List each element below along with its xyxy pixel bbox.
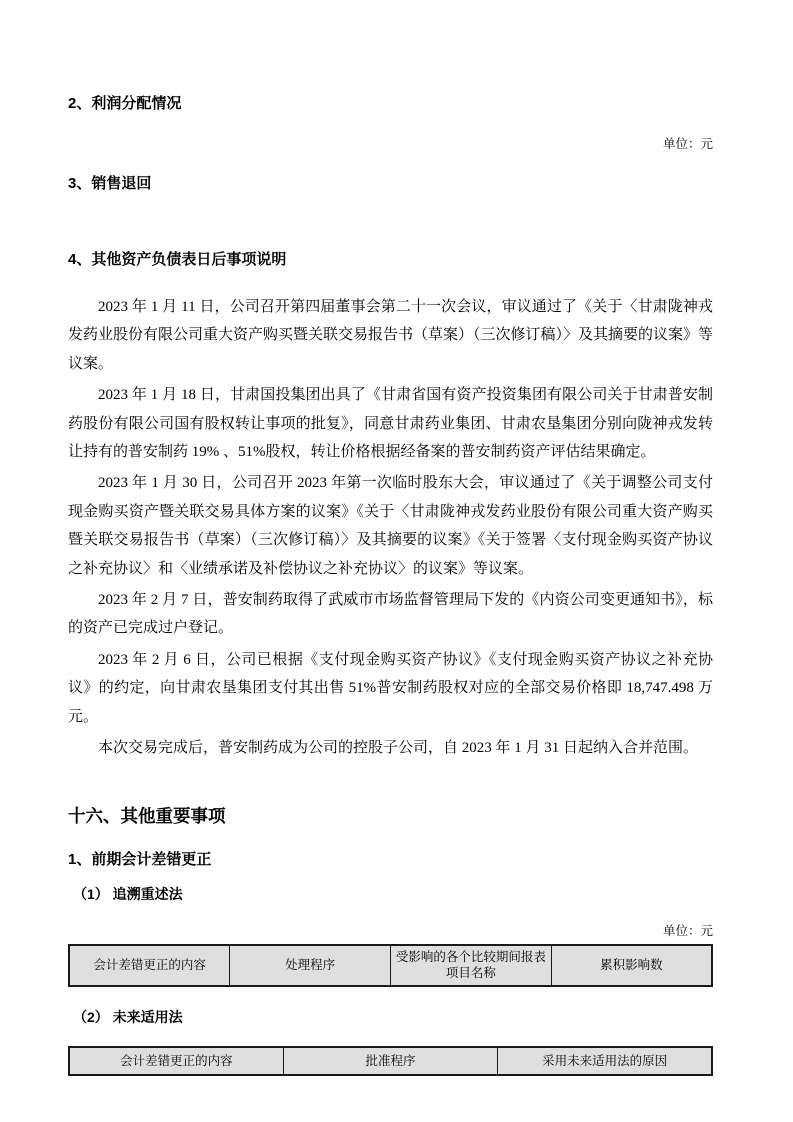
table-header-row — [69, 1047, 712, 1075]
header-cell-correction-content: 会计差错更正的内容 — [69, 945, 230, 986]
heading-prior-period-error-correction: 1、前期会计差错更正 — [68, 850, 212, 868]
header-cell-affected-report-items: 受影响的各个比较期间报表项目名称 — [391, 945, 552, 986]
header-cell-handling-procedure: 处理程序 — [230, 945, 391, 986]
header-cell-correction-content: 会计差错更正的内容 — [69, 1047, 283, 1075]
heading-sales-return: 3、销售退回 — [68, 175, 152, 192]
table-header-row — [69, 945, 712, 986]
paragraph-consolidation: 本次交易完成后，普安制药成为公司的控股子公司，自 2023 年 1 月 31 日起纳入合并范围。 — [98, 740, 699, 757]
unit-label-table: 单位：元 — [662, 923, 713, 938]
heading-retrospective-restatement: （1） 追溯重述法 — [73, 885, 183, 902]
heading-post-balance-sheet-events: 4、其他资产负债表日后事项说明 — [68, 251, 287, 268]
paragraph-payment: 2023 年 2 月 6 日，公司已根据《支付现金购买资产协议》《支付现金购买资产协议之补充协议》的约定，向甘肃农垦集团支付其出售 51%普安制药股权对应的全部交易价格即 18,747.498 万元。 — [68, 651, 713, 725]
paragraph-approval-reply: 2023 年 1 月 18 日，甘肃国投集团出具了《甘肃省国有资产投资集团有限公司关于甘肃普安制药股份有限公司国有股权转让事项的批复》，同意甘肃药业集团、甘肃农垦集团分别向陇神戎发转让持有的普安制药 19% 、51%股权，转让价格根据经备案的普安制药资产评估结果确定。 — [68, 387, 713, 461]
paragraph-board-meeting: 2023 年 1 月 11 日，公司召开第四届董事会第二十一次会议，审议通过了《关于〈甘肃陇神戎发药业股份有限公司重大资产购买暨关联交易报告书（草案）（三次修订稿）〉及其摘要的议案》等议案。 — [68, 299, 714, 372]
paragraph-registration-change: 2023 年 2 月 7 日，普安制药取得了武威市市场监督管理局下发的《内资公司变更通知书》，标的资产已完成过户登记。 — [68, 592, 713, 637]
heading-other-important-matters: 十六、其他重要事项 — [68, 805, 226, 826]
post-balance-events-text — [68, 293, 713, 763]
header-cell-cumulative-impact: 累积影响数 — [551, 945, 712, 986]
retrospective-restatement-table — [68, 944, 713, 987]
heading-profit-distribution: 2、利润分配情况 — [68, 95, 182, 112]
unit-label-top: 单位：元 — [662, 137, 713, 151]
header-cell-prospective-reason: 采用未来适用法的原因 — [498, 1047, 712, 1075]
heading-prospective-application: （2） 未来适用法 — [73, 1008, 183, 1025]
prospective-application-table — [68, 1046, 713, 1076]
paragraph-shareholder-meeting: 2023 年 1 月 30 日，公司召开 2023 年第一次临时股东大会，审议通过了《关于调整公司支付现金购买资产暨关联交易具体方案的议案》《关于〈甘肃陇神戎发药业股份有限公司重大资产购买暨关联交易报告书（草案）（三次修订稿）〉及其摘要的议案》《关于签署〈支付现金购买资产协议之补充协议〉和〈业绩承诺及补偿协议之补充协议〉的议案》等议案。 — [68, 475, 713, 577]
header-cell-approval-procedure: 批准程序 — [283, 1047, 497, 1075]
